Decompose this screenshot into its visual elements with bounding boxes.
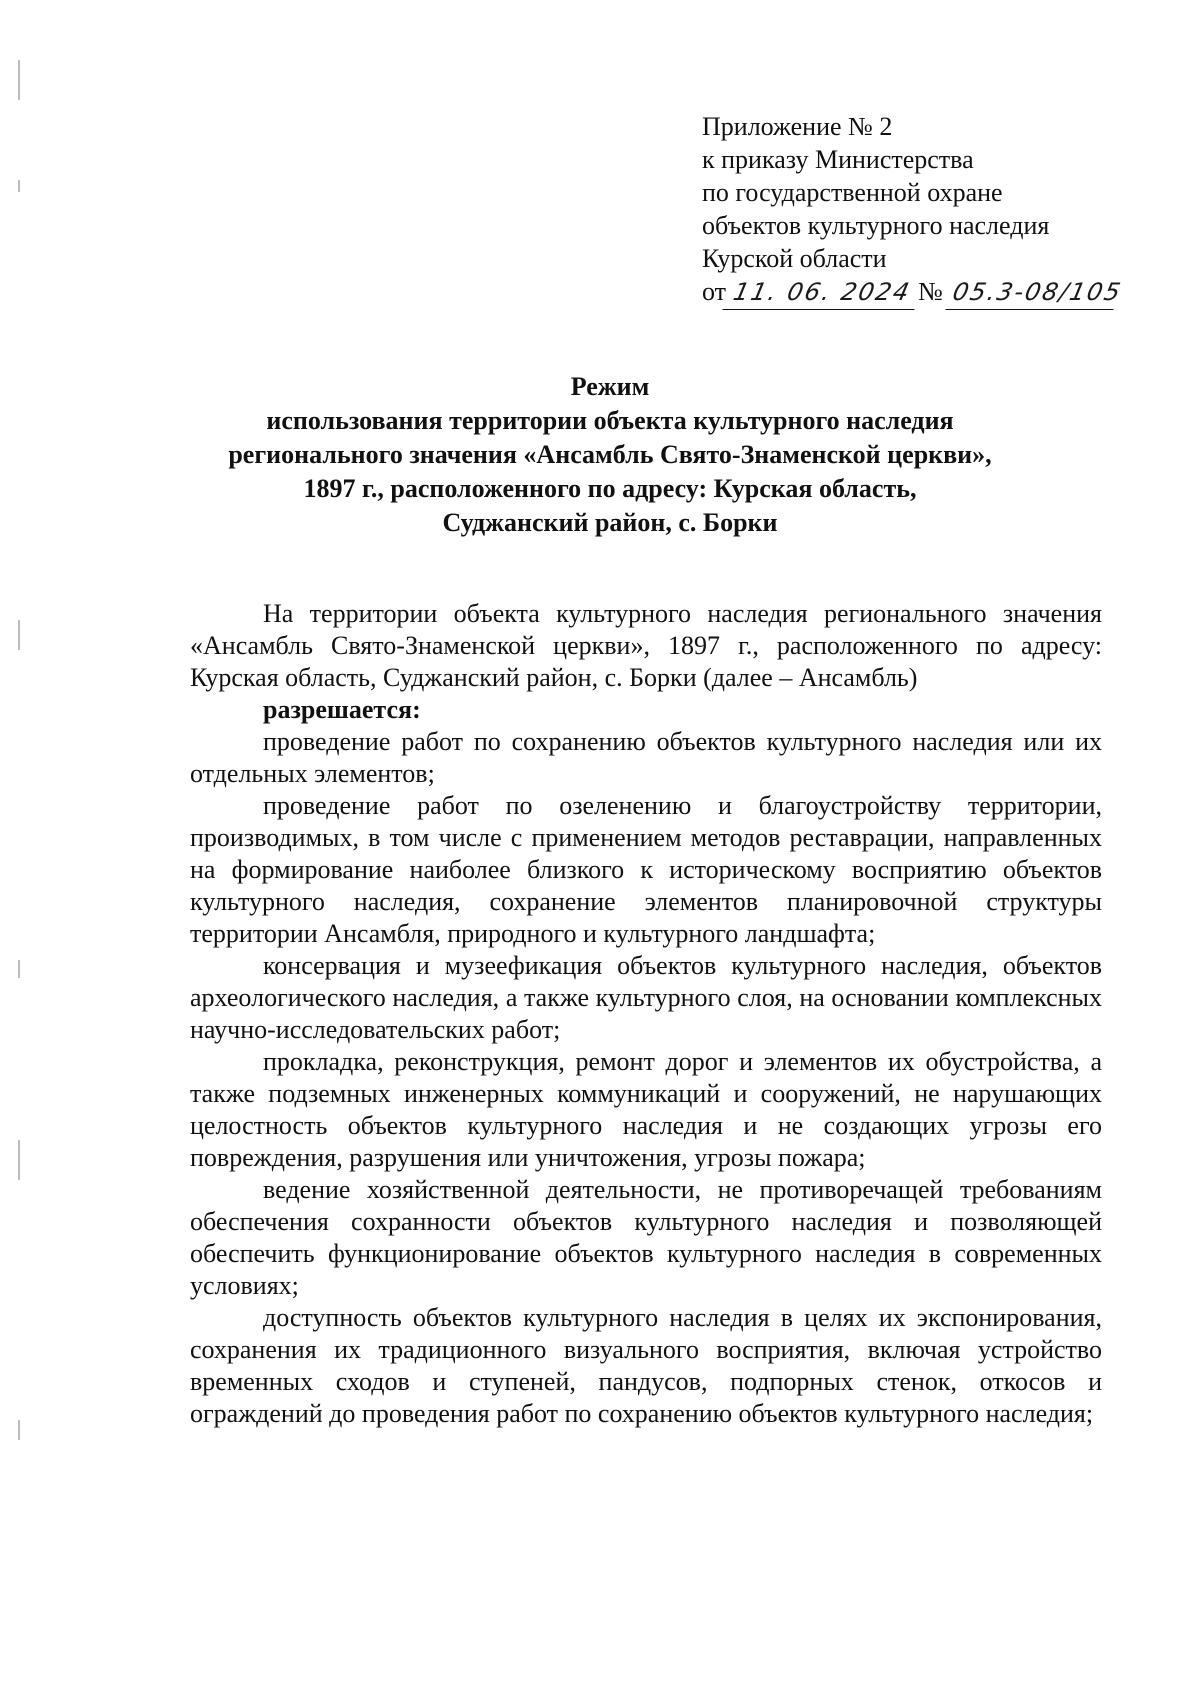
allowed-item: проведение работ по озеленению и благоустройству территории, производимых, в том числе с применением методов реставрации, направленных на формирование наиболее близкого к историческому восприятию объектов культурного наследия, сохранение элементов планировочной структуры территории Ансамбля, природного и культурного ландшафта; [190, 791, 1102, 948]
allowed-item: ведение хозяйственной деятельности, не противоречащей требованиям обеспечения сохранности объектов культурного наследия и позволяющей обеспечить функционирование объектов культурного наследия в современных условиях; [190, 1175, 1102, 1300]
appendix-line: Приложение № 2 [702, 112, 893, 141]
appendix-line: по государственной охране [702, 178, 1003, 207]
appendix-line: объектов культурного наследия [702, 211, 1050, 240]
title-line: регионального значения «Ансамбль Свято-Знаменской церкви», [228, 440, 992, 469]
number-prefix: № [918, 277, 943, 306]
allowed-item: доступность объектов культурного наследия в целях их экспонирования, сохранения их традиционного визуального восприятия, включая устройство временных сходов и ступеней, пандусов, подпорных стенок, откосов и ограждений до проведения работ по сохранению объектов культурного наследия; [190, 1303, 1102, 1428]
scan-margin-artifact [18, 60, 22, 1620]
appendix-line: Курской области [702, 244, 887, 273]
handwritten-order-number: 05.3-08/105 [946, 276, 1121, 310]
title-line: использования территории объекта культурного наследия [266, 406, 954, 435]
allowed-item: прокладка, реконструкция, ремонт дорог и элементов их обустройства, а также подземных инженерных коммуникаций и сооружений, не нарушающих целостность объектов культурного наследия и не создающих угрозы его повреждения, разрушения или уничтожения, угрозы пожара; [190, 1047, 1102, 1172]
appendix-block [702, 110, 1126, 310]
title-line: Суджанский район, с. Борки [442, 508, 778, 537]
appendix-line: к приказу Министерства [702, 145, 974, 174]
title-line: 1897 г., расположенного по адресу: Курская область, [303, 474, 917, 503]
order-date-number-line [702, 275, 1126, 310]
document-body [190, 598, 1102, 1430]
date-prefix: от [702, 277, 727, 306]
document-title [170, 370, 1050, 540]
handwritten-date: 11. 06. 2024 [722, 276, 921, 310]
allowed-item: проведение работ по сохранению объектов культурного наследия или их отдельных элементов; [190, 727, 1102, 788]
allowed-item: консервация и музеефикация объектов культурного наследия, объектов археологического наследия, а также культурного слоя, на основании комплексных научно-исследовательских работ; [190, 951, 1102, 1044]
allowed-heading: разрешается: [263, 695, 421, 724]
title-line: Режим [570, 372, 650, 401]
intro-paragraph: На территории объекта культурного наследия регионального значения «Ансамбль Свято-Знаменской церкви», 1897 г., расположенного по адресу: Курская область, Суджанский район, с. Борки (далее – Ансамбль) [190, 599, 1102, 692]
